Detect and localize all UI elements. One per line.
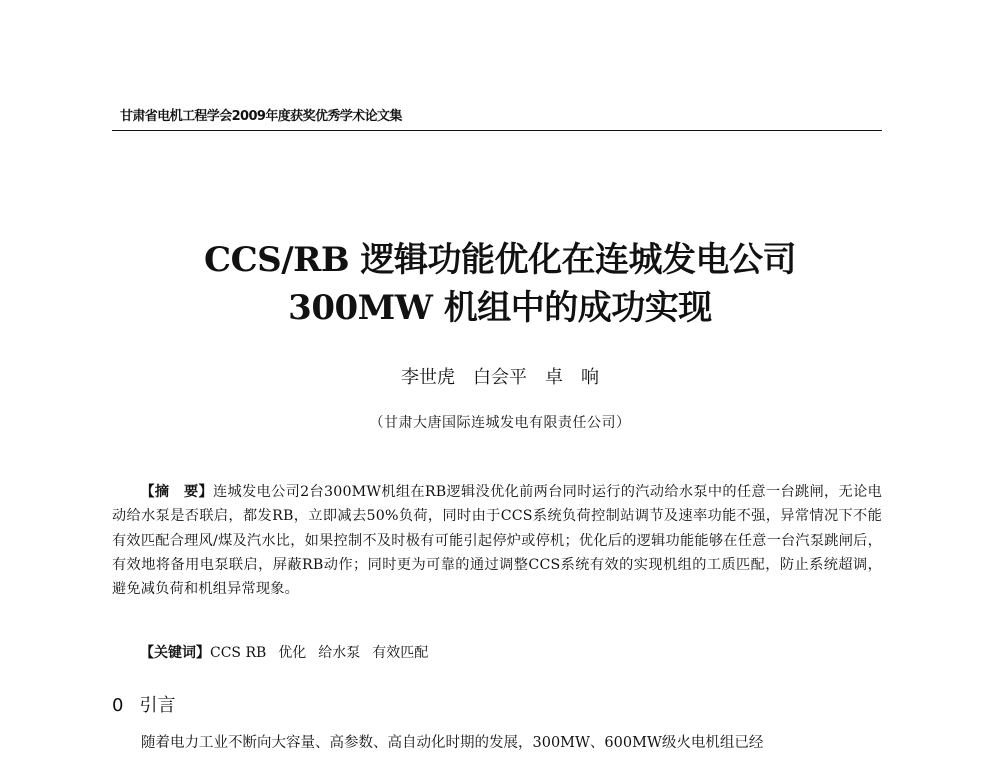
body-paragraph: 随着电力工业不断向大容量、高参数、高自动化时期的发展，300MW、600MW级火电机组已经 xyxy=(141,735,764,751)
title-line-1: CCS/RB 逻辑功能优化在连城发电公司 xyxy=(204,240,796,280)
affiliation: （甘肃大唐国际连城发电有限责任公司） xyxy=(369,415,631,431)
authors: 李世虎 白会平 卓 响 xyxy=(401,367,599,388)
header-divider xyxy=(112,130,882,131)
paper-title xyxy=(100,236,900,332)
section-heading xyxy=(112,694,512,718)
section-number: 0 xyxy=(112,695,124,716)
running-header: 甘肃省电机工程学会2009年度获奖优秀学术论文集 xyxy=(120,109,402,124)
keyword: 给水泵 xyxy=(318,645,361,661)
keyword: 优化 xyxy=(278,645,307,661)
abstract-label: 【摘 要】 xyxy=(140,484,213,500)
section-title: 引言 xyxy=(139,695,176,716)
title-line-2: 300MW 机组中的成功实现 xyxy=(288,288,712,328)
keyword: CCS RB xyxy=(210,645,267,661)
keyword: 有效匹配 xyxy=(372,645,429,661)
keywords-line xyxy=(140,643,880,663)
abstract-text: 连城发电公司2台300MW机组在RB逻辑没优化前两台同时运行的汽动给水泵中的任意一台跳闸，无论电动给水泵是否联启，都发RB，立即减去50%负荷，同时由于CCS系统负荷控制站调节及速率功能不强，异常情况下不能有效匹配合理风/煤及汽水比，如果控制不及时极有可能引起停炉或停机；优化后的逻辑功能能够在任意一台汽泵跳闸后，有效地将备用电泵联启，屏蔽RB动作；同时更为可靠的通过调整CCS系统有效的实现机组的工质匹配，防止系统超调，避免减负荷和机组异常现象。 xyxy=(112,484,882,598)
abstract-paragraph xyxy=(112,480,882,601)
keywords-label: 【关键词】 xyxy=(140,645,210,661)
